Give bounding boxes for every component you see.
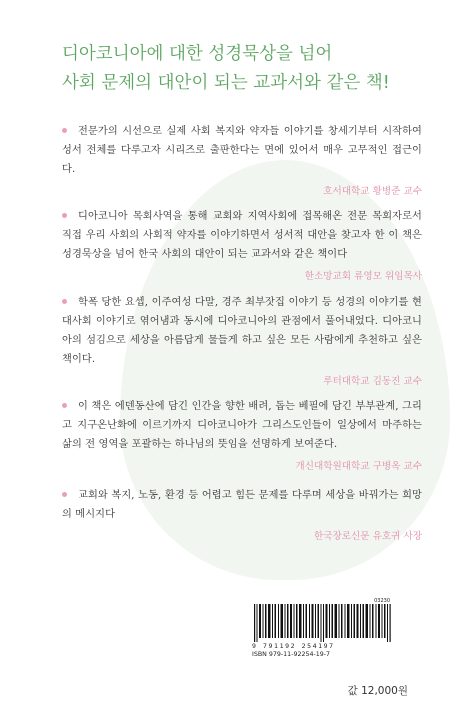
barcode-addon: 03230 (374, 598, 390, 604)
endorsement-text: 전문가의 시선으로 실제 사회 복지와 약자들 이야기를 창세기부터 시작하여 성서 전체를 다루고자 시리즈로 출판한다는 면에 있어서 매우 고무적인 접근이다. (62, 126, 422, 175)
endorsement-author: 한국장로신문 유호귀 사장 (313, 531, 422, 542)
barcode-bars (252, 604, 400, 642)
endorsement-author: 개신대학원대학교 구병옥 교수 (295, 461, 422, 472)
endorsement-3 (62, 293, 422, 387)
endorsement-1 (62, 122, 422, 197)
bullet-icon (62, 403, 67, 408)
headline-line-1: 디아코니아에 대한 성경묵상을 넘어 (62, 44, 333, 64)
bullet-icon (62, 128, 67, 133)
endorsement-text: 디아코니아 목회사역을 통해 교회와 지역사회에 접목해온 전문 목회자로서 직접 우리 사회의 사회적 약자를 이야기하면서 성서적 대안을 찾고자 한 이 책은 성경묵상을 넘어 한국 사회의 대안이 되는 교과서와 같은 책이다 (62, 211, 422, 260)
headline-line-2: 사회 문제의 대안이 되는 교과서와 같은 책! (62, 73, 390, 93)
price-label: 값 12,000원 (347, 685, 408, 697)
isbn-label: ISBN 979-11-92254-19-7 (252, 651, 331, 658)
bullet-icon (62, 213, 67, 218)
endorsement-2 (62, 207, 422, 282)
barcode-digits: 9 791192 254197 (252, 642, 335, 650)
headline (62, 40, 442, 98)
endorsement-5 (62, 486, 422, 542)
endorsement-text: 이 책은 에덴동산에 담긴 인간을 향한 배려, 돕는 베필에 담긴 부부관계, 그리고 지구온난화에 이르기까지 디아코니아가 그리스도인들이 일상에서 마주하는 삶의 전 영역을 포괄하는 하나님의 뜻임을 선명하게 보여준다. (62, 401, 422, 450)
endorsement-author: 루터대학교 김동진 교수 (323, 376, 422, 387)
endorsement-author: 호서대학교 황병준 교수 (323, 186, 422, 197)
endorsement-text: 학폭 당한 요셉, 이주여성 다말, 경주 최부잣집 이야기 등 성경의 이야기를 현대사회 이야기로 엮어냄과 동시에 디아코니아의 관점에서 풀어내었다. 디아코니아의 섬김으로 세상을 아름답게 물들게 하고 싶은 모든 사람에게 추천하고 싶은 책이다. (62, 297, 422, 365)
bullet-icon (62, 492, 67, 497)
endorsement-author: 한소망교회 류영모 위임목사 (304, 271, 422, 282)
barcode-graphic (252, 604, 400, 642)
endorsement-4 (62, 397, 422, 472)
barcode (252, 598, 400, 666)
bullet-icon (62, 299, 67, 304)
endorsement-text: 교회와 복지, 노동, 환경 등 어렵고 힘든 문제를 다루며 세상을 바꿔가는 희망의 메시지다 (62, 490, 422, 520)
